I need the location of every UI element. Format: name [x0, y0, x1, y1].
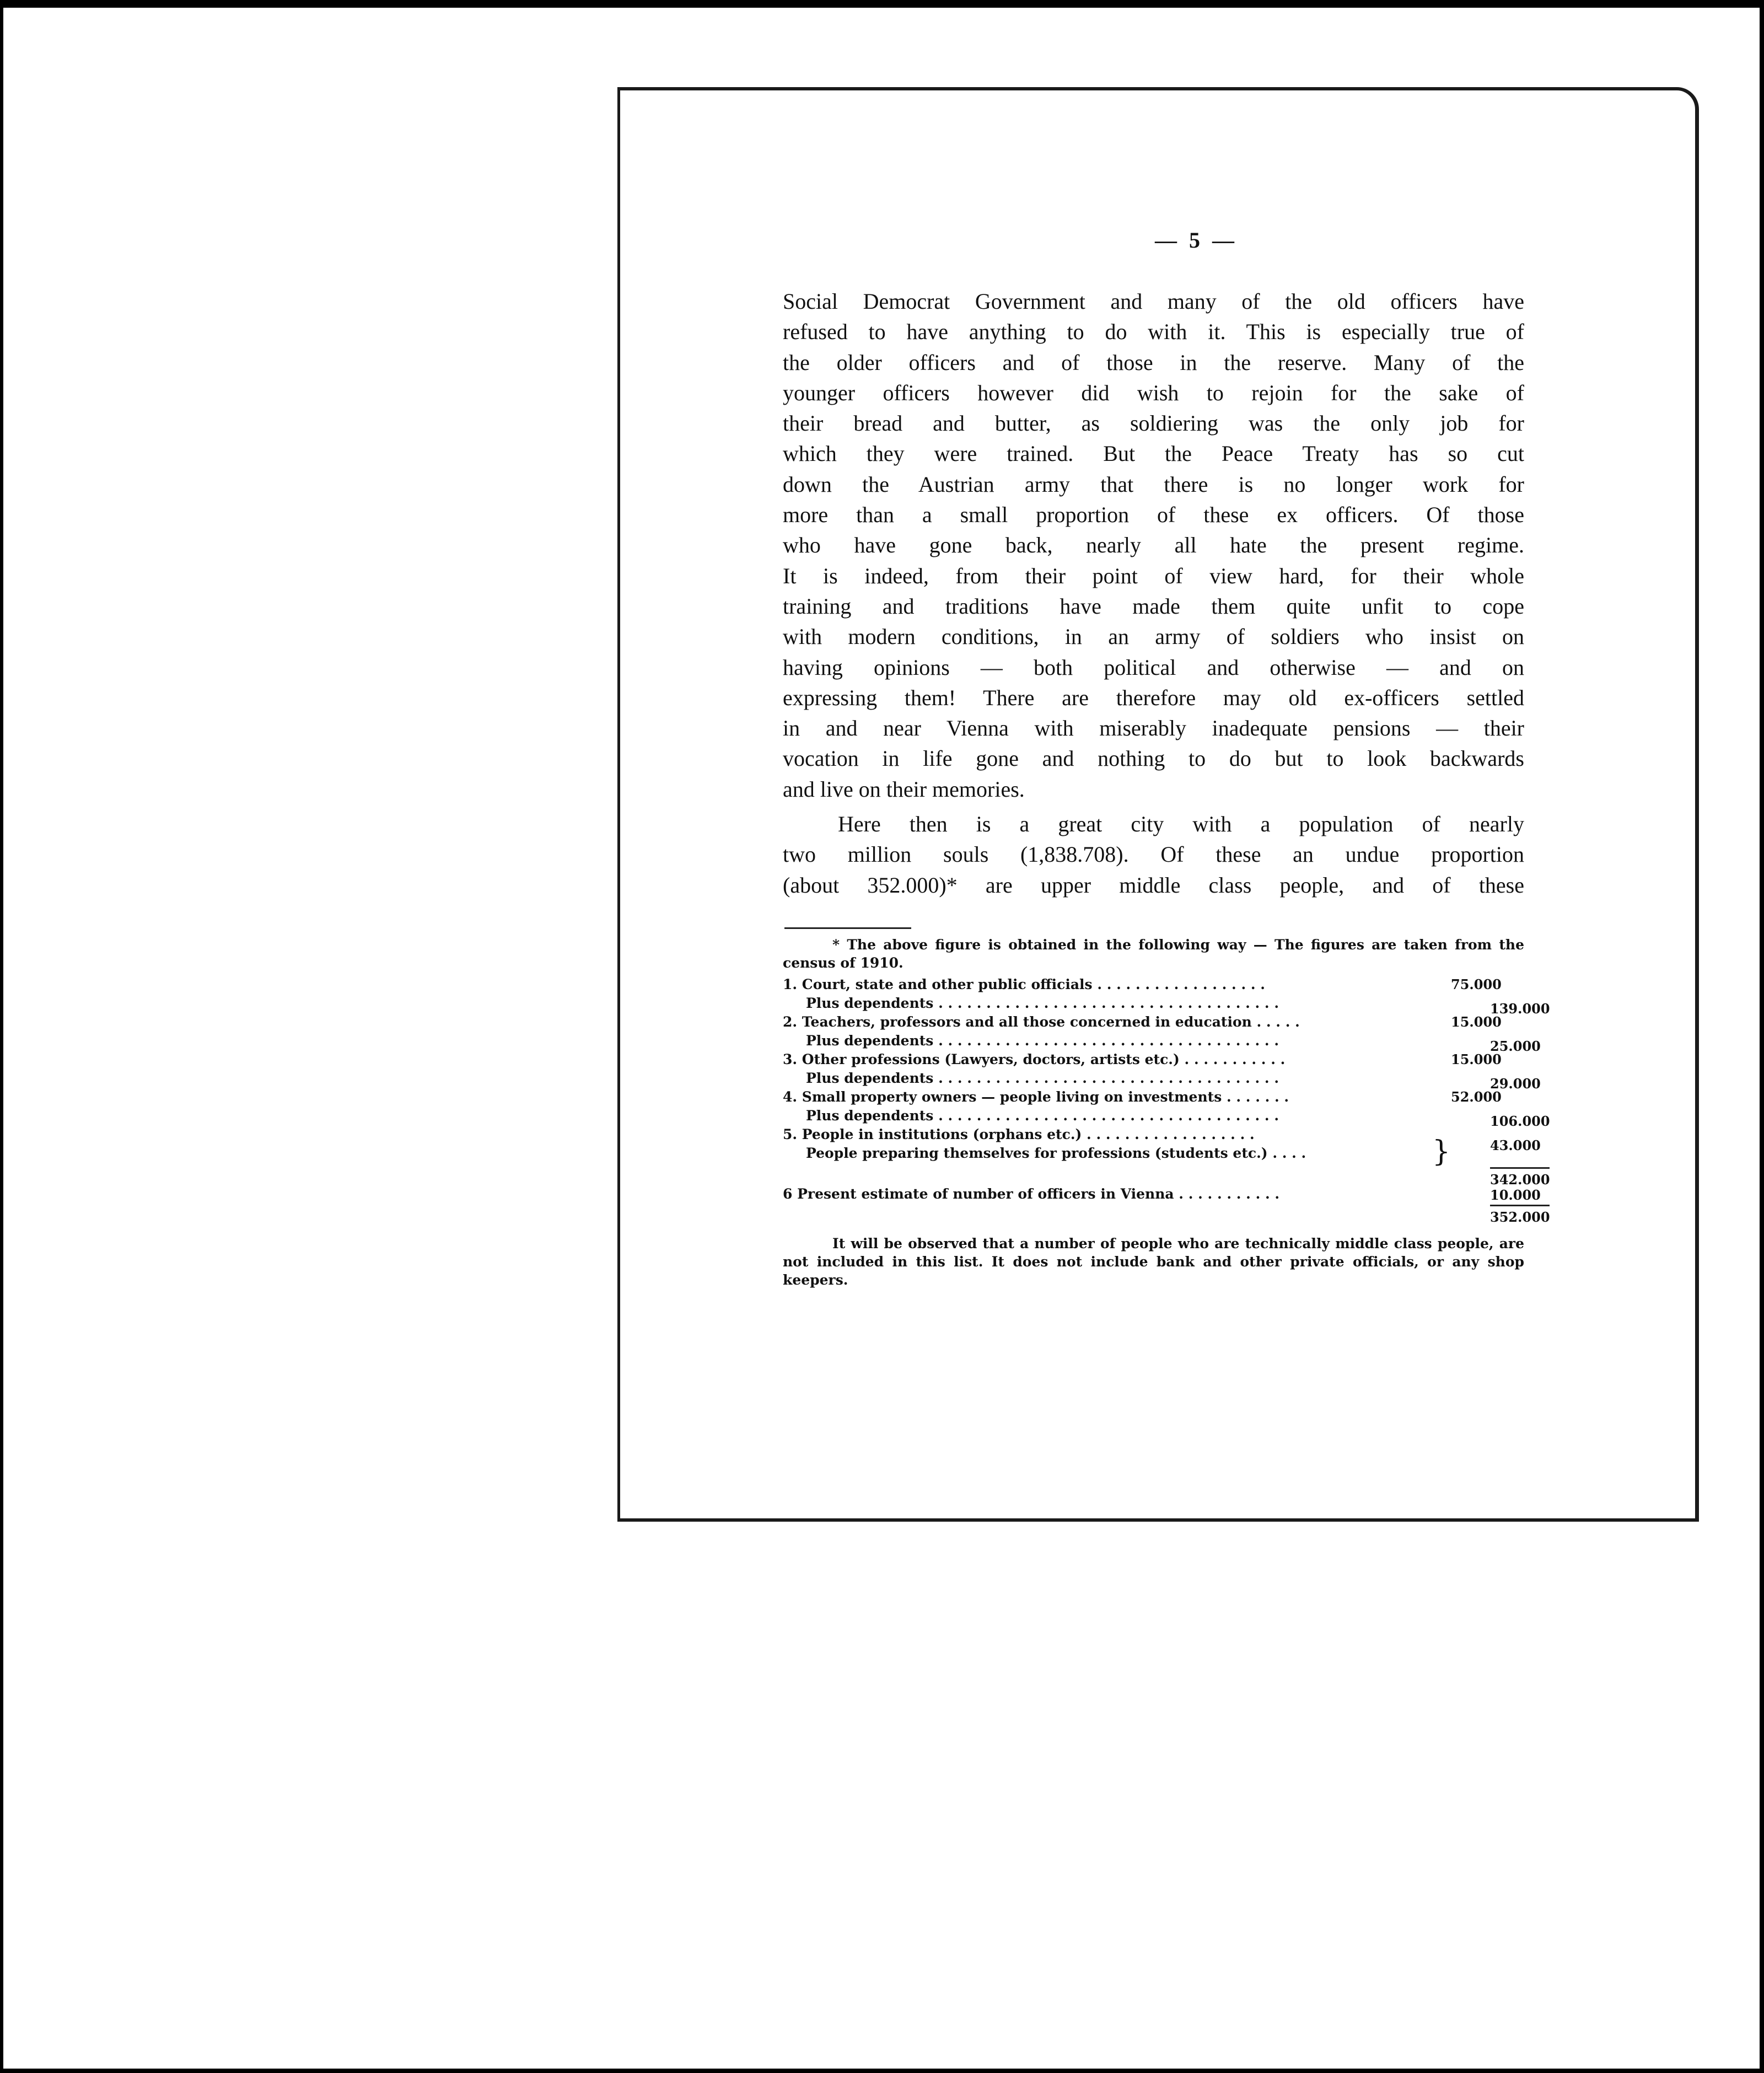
text-line: training and traditions have made them quite unfit to cope: [783, 593, 1524, 619]
row-label: 6 Present estimate of number of officers in Vienna . . . . . . . . . . .: [783, 1186, 1280, 1202]
row-value: 52.000: [1451, 1089, 1502, 1105]
table-row: [783, 1185, 1541, 1204]
page-number: — 5 —: [1155, 228, 1238, 253]
table-row: [783, 1013, 1524, 1032]
document-page: [617, 87, 1699, 1522]
table-row: [783, 1107, 1550, 1129]
row-label: Plus dependents . . . . . . . . . . . . . . . . . . . . . . . . . . . . . . . . . . . .: [806, 1108, 1279, 1124]
sum-rule: [1490, 1205, 1550, 1206]
row-value: 15.000: [1451, 1051, 1502, 1067]
row-label: 3. Other professions (Lawyers, doctors, artists etc.) . . . . . . . . . . .: [783, 1051, 1286, 1067]
row-total: 29.000: [1490, 1076, 1541, 1092]
total-row: [783, 1204, 1550, 1226]
text-line: Social Democrat Government and many of the old officers have: [783, 289, 1524, 314]
text-line: their bread and butter, as soldiering was the only job for: [783, 411, 1524, 436]
table-row: [783, 1088, 1524, 1107]
row-total: 25.000: [1490, 1038, 1541, 1054]
text-line: and live on their memories.: [783, 776, 1025, 802]
row-value: 75.000: [1451, 976, 1502, 992]
table-row: [783, 1050, 1524, 1069]
text-line: in and near Vienna with miserably inadequate pensions — their: [783, 716, 1524, 741]
table-row: [783, 975, 1524, 994]
total-value: 352.000: [1490, 1209, 1550, 1225]
row-total: 139.000: [1490, 1001, 1550, 1017]
text-line: expressing them! There are therefore may old ex-officers settled: [783, 685, 1524, 710]
row-label: Plus dependents . . . . . . . . . . . . . . . . . . . . . . . . . . . . . . . . . . . .: [806, 1070, 1279, 1086]
text-line: vocation in life gone and nothing to do but to look backwards: [783, 746, 1524, 771]
paragraph-2: [783, 809, 1524, 900]
row-label: Plus dependents . . . . . . . . . . . . . . . . . . . . . . . . . . . . . . . . . . . .: [806, 1033, 1279, 1049]
paragraph-1: [783, 286, 1524, 804]
scan-border-right: [1760, 0, 1764, 2073]
footnote-closing: It will be observed that a number of people who are technically middle class people, are not included in this list. It does not include bank and other private officials, or any shop keepers.: [783, 1236, 1524, 1288]
row-label: Plus dependents . . . . . . . . . . . . . . . . . . . . . . . . . . . . . . . . . . . .: [806, 995, 1279, 1011]
text-line: Here then is a great city with a population of nearly: [838, 812, 1524, 837]
row-label: People preparing themselves for professions (students etc.) . . . .: [806, 1145, 1306, 1161]
subtotal-row: [783, 1163, 1550, 1188]
footnote: [783, 936, 1550, 1289]
row-total: 106.000: [1490, 1113, 1550, 1129]
text-line: with modern conditions, in an army of soldiers who insist on: [783, 624, 1524, 649]
sum-rule: [1490, 1167, 1550, 1169]
text-line: two million souls (1,838.708). Of these an undue proportion: [783, 842, 1524, 867]
table-row: [783, 994, 1550, 1017]
table-row: [783, 1032, 1541, 1054]
footnote-divider: [784, 927, 911, 929]
table-row: [783, 1125, 1524, 1144]
brace-mark: }: [1432, 1135, 1451, 1168]
table-row: [783, 1069, 1541, 1092]
row-label: 2. Teachers, professors and all those concerned in education . . . . .: [783, 1014, 1300, 1030]
row-label: 4. Small property owners — people living on investments . . . . . . .: [783, 1089, 1289, 1105]
table-row: [783, 1135, 1541, 1168]
text-line: younger officers however did wish to rejoin for the sake of: [783, 380, 1524, 405]
row-label: 5. People in institutions (orphans etc.) . . . . . . . . . . . . . . . . . .: [783, 1126, 1255, 1142]
text-line: down the Austrian army that there is no longer work for: [783, 471, 1524, 497]
row-label: 1. Court, state and other public officials . . . . . . . . . . . . . . . . . .: [783, 976, 1265, 992]
row-value: 15.000: [1451, 1014, 1502, 1030]
text-line: refused to have anything to do with it. This is especially true of: [783, 319, 1524, 345]
text-line: having opinions — both political and otherwise — and on: [783, 654, 1524, 680]
text-line: the older officers and of those in the reserve. Many of the: [783, 350, 1524, 375]
text-line: It is indeed, from their point of view hard, for their whole: [783, 563, 1524, 588]
subtotal-value: 342.000: [1490, 1172, 1550, 1188]
scan-border-bottom: [0, 2069, 1764, 2073]
text-line: (about 352.000)* are upper middle class people, and of these: [783, 872, 1524, 898]
text-line: which they were trained. But the Peace Treaty has so cut: [783, 441, 1524, 466]
text-line: who have gone back, nearly all hate the present regime.: [783, 533, 1524, 558]
text-line: more than a small proportion of these ex officers. Of those: [783, 502, 1524, 528]
body-text: [783, 286, 1524, 900]
row-total: 10.000: [1490, 1187, 1541, 1203]
scan-border-left: [0, 0, 3, 2073]
scan-border-top: [0, 0, 1764, 8]
row-total: 43.000: [1490, 1137, 1541, 1153]
footnote-intro: * The above figure is obtained in the following way — The figures are taken from the census of 1910.: [783, 937, 1524, 971]
